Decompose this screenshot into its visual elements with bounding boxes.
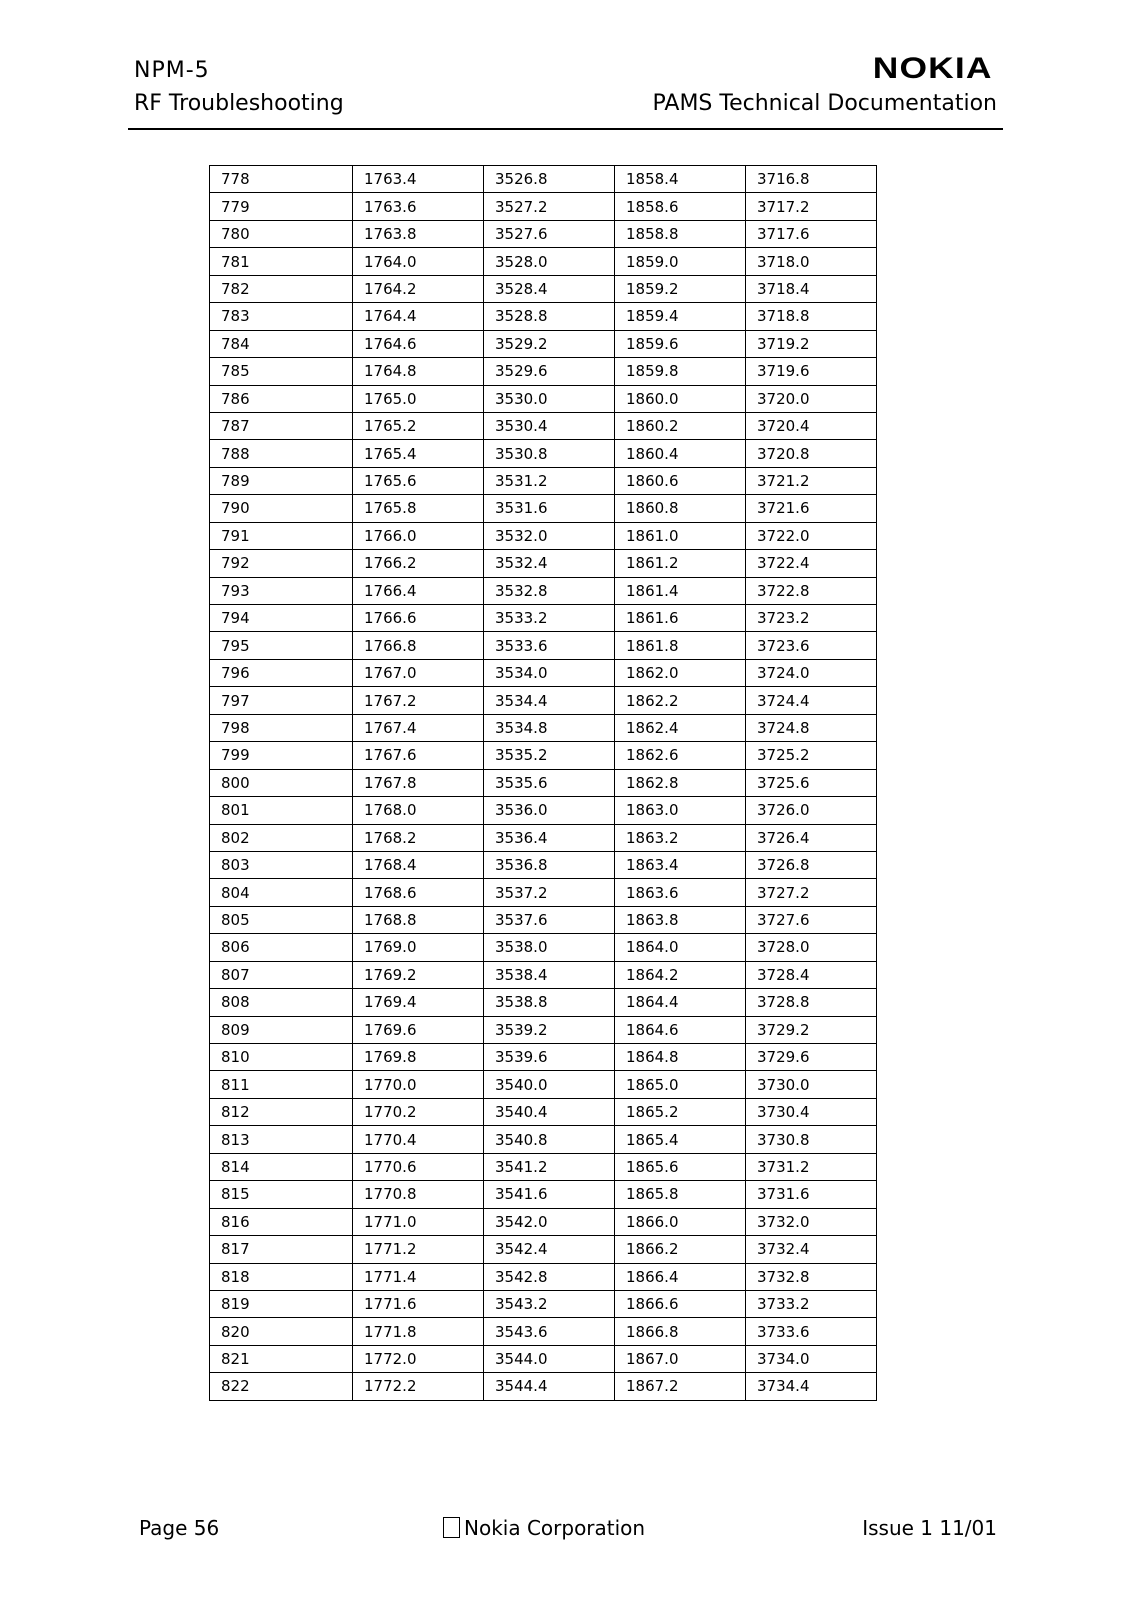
table-cell: 1766.4 (353, 577, 484, 604)
table-cell: 1863.8 (615, 906, 746, 933)
table-row (210, 275, 877, 302)
table-cell: 1860.2 (615, 412, 746, 439)
table-cell: 3731.2 (746, 1153, 877, 1180)
table-cell: 3719.6 (746, 358, 877, 385)
table-cell: 3723.6 (746, 632, 877, 659)
table-cell: 3532.0 (484, 522, 615, 549)
table-cell: 3726.8 (746, 851, 877, 878)
table-row (210, 769, 877, 796)
table-cell: 802 (210, 824, 353, 851)
table-row (210, 687, 877, 714)
table-cell: 3543.6 (484, 1318, 615, 1345)
table-cell: 1863.4 (615, 851, 746, 878)
table-cell: 1767.6 (353, 742, 484, 769)
table-cell: 3727.6 (746, 906, 877, 933)
copyright-icon (443, 1517, 460, 1538)
table-cell: 1771.0 (353, 1208, 484, 1235)
table-row (210, 385, 877, 412)
table-cell: 1766.6 (353, 605, 484, 632)
table-row (210, 989, 877, 1016)
table-cell: 1858.8 (615, 220, 746, 247)
table-cell: 1859.8 (615, 358, 746, 385)
table-cell: 1768.2 (353, 824, 484, 851)
table-cell: 1858.6 (615, 193, 746, 220)
table-row (210, 632, 877, 659)
table-cell: 1859.6 (615, 330, 746, 357)
table-cell: 1862.6 (615, 742, 746, 769)
table-cell: 1769.6 (353, 1016, 484, 1043)
table-row (210, 1373, 877, 1400)
table-cell: 3733.6 (746, 1318, 877, 1345)
table-cell: 792 (210, 550, 353, 577)
table-cell: 1765.8 (353, 495, 484, 522)
table-cell: 3732.0 (746, 1208, 877, 1235)
table-cell: 1866.0 (615, 1208, 746, 1235)
table-cell: 1764.4 (353, 303, 484, 330)
table-cell: 3718.4 (746, 275, 877, 302)
table-cell: 811 (210, 1071, 353, 1098)
table-cell: 3530.0 (484, 385, 615, 412)
table-row (210, 1208, 877, 1235)
table-cell: 1768.8 (353, 906, 484, 933)
table-cell: 785 (210, 358, 353, 385)
table-cell: 1771.8 (353, 1318, 484, 1345)
table-cell: 1772.0 (353, 1345, 484, 1372)
table-row (210, 522, 877, 549)
table-cell: 786 (210, 385, 353, 412)
table-cell: 3535.2 (484, 742, 615, 769)
table-cell: 3733.2 (746, 1290, 877, 1317)
table-cell: 1764.6 (353, 330, 484, 357)
table-cell: 1767.8 (353, 769, 484, 796)
table-row (210, 605, 877, 632)
table-cell: 3531.2 (484, 467, 615, 494)
table-row (210, 879, 877, 906)
table-cell: 3526.8 (484, 166, 615, 193)
table-cell: 798 (210, 714, 353, 741)
table-cell: 813 (210, 1126, 353, 1153)
table-cell: 3721.6 (746, 495, 877, 522)
table-row (210, 440, 877, 467)
table-cell: 1763.6 (353, 193, 484, 220)
table-row (210, 412, 877, 439)
table-cell: 1858.4 (615, 166, 746, 193)
table-cell: 784 (210, 330, 353, 357)
table-cell: 1765.4 (353, 440, 484, 467)
table-cell: 3537.6 (484, 906, 615, 933)
table-cell: 3720.8 (746, 440, 877, 467)
table-cell: 3724.8 (746, 714, 877, 741)
table-row (210, 248, 877, 275)
table-cell: 3732.4 (746, 1236, 877, 1263)
table-cell: 780 (210, 220, 353, 247)
table-cell: 1770.6 (353, 1153, 484, 1180)
table-cell: 1865.4 (615, 1126, 746, 1153)
table-row (210, 358, 877, 385)
table-cell: 3532.4 (484, 550, 615, 577)
table-cell: 818 (210, 1263, 353, 1290)
table-cell: 3536.8 (484, 851, 615, 878)
table-cell: 3723.2 (746, 605, 877, 632)
table-row (210, 495, 877, 522)
table-cell: 1763.4 (353, 166, 484, 193)
table-cell: 1765.0 (353, 385, 484, 412)
table-row (210, 742, 877, 769)
table-cell: 1866.2 (615, 1236, 746, 1263)
table-cell: 3734.4 (746, 1373, 877, 1400)
table-cell: 1866.4 (615, 1263, 746, 1290)
table-body (210, 166, 877, 1401)
table-cell: 1863.0 (615, 797, 746, 824)
table-cell: 3540.8 (484, 1126, 615, 1153)
table-cell: 1860.6 (615, 467, 746, 494)
table-cell: 3724.0 (746, 659, 877, 686)
table-cell: 3530.8 (484, 440, 615, 467)
table-cell: 809 (210, 1016, 353, 1043)
table-cell: 1767.2 (353, 687, 484, 714)
table-cell: 1865.8 (615, 1181, 746, 1208)
table-cell: 1768.6 (353, 879, 484, 906)
table-cell: 3730.4 (746, 1098, 877, 1125)
nokia-logo: NOKIA (873, 52, 993, 85)
table-cell: 782 (210, 275, 353, 302)
table-cell: 3541.6 (484, 1181, 615, 1208)
table-cell: 791 (210, 522, 353, 549)
table-cell: 3725.6 (746, 769, 877, 796)
table-cell: 3730.0 (746, 1071, 877, 1098)
table-cell: 3528.0 (484, 248, 615, 275)
table-cell: 808 (210, 989, 353, 1016)
table-cell: 1865.6 (615, 1153, 746, 1180)
doc-code: NPM-5 (134, 58, 210, 83)
table-cell: 3531.6 (484, 495, 615, 522)
table-cell: 3722.0 (746, 522, 877, 549)
table-cell: 1862.4 (615, 714, 746, 741)
table-cell: 3734.0 (746, 1345, 877, 1372)
table-row (210, 714, 877, 741)
table-cell: 783 (210, 303, 353, 330)
table-cell: 1867.2 (615, 1373, 746, 1400)
table-cell: 3728.8 (746, 989, 877, 1016)
table-cell: 3728.0 (746, 934, 877, 961)
table-row (210, 824, 877, 851)
table-cell: 1766.8 (353, 632, 484, 659)
table-row (210, 166, 877, 193)
table-row (210, 193, 877, 220)
table-cell: 3732.8 (746, 1263, 877, 1290)
table-cell: 1765.6 (353, 467, 484, 494)
table-cell: 821 (210, 1345, 353, 1372)
table-cell: 1767.4 (353, 714, 484, 741)
table-row (210, 577, 877, 604)
table-cell: 1863.6 (615, 879, 746, 906)
table-cell: 1768.4 (353, 851, 484, 878)
table-cell: 795 (210, 632, 353, 659)
table-cell: 3529.6 (484, 358, 615, 385)
table-cell: 801 (210, 797, 353, 824)
table-cell: 3718.8 (746, 303, 877, 330)
table-cell: 3535.6 (484, 769, 615, 796)
table-row (210, 1263, 877, 1290)
table-cell: 1764.0 (353, 248, 484, 275)
table-cell: 804 (210, 879, 353, 906)
table-cell: 3528.8 (484, 303, 615, 330)
doc-series-title: PAMS Technical Documentation (652, 91, 997, 116)
table-cell: 1769.2 (353, 961, 484, 988)
table-cell: 799 (210, 742, 353, 769)
table-cell: 819 (210, 1290, 353, 1317)
table-cell: 1861.4 (615, 577, 746, 604)
table-cell: 1771.4 (353, 1263, 484, 1290)
table-row (210, 220, 877, 247)
table-cell: 3536.0 (484, 797, 615, 824)
table-cell: 806 (210, 934, 353, 961)
table-cell: 803 (210, 851, 353, 878)
table-row (210, 934, 877, 961)
table-cell: 1766.0 (353, 522, 484, 549)
table-cell: 3534.0 (484, 659, 615, 686)
table-cell: 3717.6 (746, 220, 877, 247)
table-cell: 1770.8 (353, 1181, 484, 1208)
table-row (210, 961, 877, 988)
table-cell: 1765.2 (353, 412, 484, 439)
table-cell: 1867.0 (615, 1345, 746, 1372)
table-cell: 793 (210, 577, 353, 604)
table-cell: 3530.4 (484, 412, 615, 439)
table-cell: 794 (210, 605, 353, 632)
copyright-text: Nokia Corporation (464, 1516, 646, 1540)
table-cell: 3538.0 (484, 934, 615, 961)
table-cell: 812 (210, 1098, 353, 1125)
table-cell: 796 (210, 659, 353, 686)
page-number: Page 56 (139, 1516, 220, 1540)
table-cell: 3729.6 (746, 1044, 877, 1071)
table-cell: 1862.2 (615, 687, 746, 714)
table-cell: 1770.4 (353, 1126, 484, 1153)
table-cell: 1864.8 (615, 1044, 746, 1071)
channel-frequency-table (209, 165, 877, 1401)
table-cell: 1861.6 (615, 605, 746, 632)
table-cell: 815 (210, 1181, 353, 1208)
table-cell: 3720.4 (746, 412, 877, 439)
header-rule (128, 128, 1003, 130)
table-cell: 3534.4 (484, 687, 615, 714)
table-cell: 1864.6 (615, 1016, 746, 1043)
table-cell: 1866.6 (615, 1290, 746, 1317)
table-cell: 3544.0 (484, 1345, 615, 1372)
table-cell: 3726.0 (746, 797, 877, 824)
table-cell: 1764.8 (353, 358, 484, 385)
table-cell: 822 (210, 1373, 353, 1400)
table-cell: 816 (210, 1208, 353, 1235)
table-cell: 1771.6 (353, 1290, 484, 1317)
table-row (210, 1181, 877, 1208)
table-cell: 3538.4 (484, 961, 615, 988)
table-row (210, 330, 877, 357)
table-cell: 1769.0 (353, 934, 484, 961)
table-cell: 1772.2 (353, 1373, 484, 1400)
table-cell: 3542.4 (484, 1236, 615, 1263)
table-cell: 1766.2 (353, 550, 484, 577)
table-cell: 800 (210, 769, 353, 796)
table-cell: 3540.4 (484, 1098, 615, 1125)
table-cell: 810 (210, 1044, 353, 1071)
table-cell: 3720.0 (746, 385, 877, 412)
table-cell: 1769.4 (353, 989, 484, 1016)
table-row (210, 797, 877, 824)
table-cell: 790 (210, 495, 353, 522)
table-cell: 3538.8 (484, 989, 615, 1016)
table-cell: 3536.4 (484, 824, 615, 851)
table-cell: 3532.8 (484, 577, 615, 604)
table-cell: 1763.8 (353, 220, 484, 247)
table-cell: 1770.0 (353, 1071, 484, 1098)
table-cell: 787 (210, 412, 353, 439)
table-cell: 1859.0 (615, 248, 746, 275)
table-cell: 3722.8 (746, 577, 877, 604)
table-cell: 1861.2 (615, 550, 746, 577)
table-cell: 3716.8 (746, 166, 877, 193)
table-row (210, 1126, 877, 1153)
table-cell: 817 (210, 1236, 353, 1263)
table-row (210, 906, 877, 933)
table-cell: 814 (210, 1153, 353, 1180)
table-cell: 1861.8 (615, 632, 746, 659)
table-cell: 3534.8 (484, 714, 615, 741)
table-cell: 3718.0 (746, 248, 877, 275)
table-cell: 3540.0 (484, 1071, 615, 1098)
table-cell: 3731.6 (746, 1181, 877, 1208)
table-cell: 3544.4 (484, 1373, 615, 1400)
table-cell: 3529.2 (484, 330, 615, 357)
table-cell: 3537.2 (484, 879, 615, 906)
table-cell: 3722.4 (746, 550, 877, 577)
table-cell: 1860.8 (615, 495, 746, 522)
table-cell: 3527.2 (484, 193, 615, 220)
table-cell: 1865.2 (615, 1098, 746, 1125)
table-cell: 3543.2 (484, 1290, 615, 1317)
table-cell: 1770.2 (353, 1098, 484, 1125)
table-cell: 3726.4 (746, 824, 877, 851)
table-cell: 3542.8 (484, 1263, 615, 1290)
table-cell: 1862.8 (615, 769, 746, 796)
table-cell: 3533.2 (484, 605, 615, 632)
table-cell: 820 (210, 1318, 353, 1345)
table-cell: 779 (210, 193, 353, 220)
table-cell: 1769.8 (353, 1044, 484, 1071)
table-cell: 1767.0 (353, 659, 484, 686)
table-row (210, 1016, 877, 1043)
table-cell: 1860.0 (615, 385, 746, 412)
table-cell: 3539.6 (484, 1044, 615, 1071)
table-row (210, 303, 877, 330)
table-row (210, 1318, 877, 1345)
table-row (210, 550, 877, 577)
table-cell: 3717.2 (746, 193, 877, 220)
table-cell: 1863.2 (615, 824, 746, 851)
table-cell: 1864.0 (615, 934, 746, 961)
table-cell: 1771.2 (353, 1236, 484, 1263)
table-row (210, 467, 877, 494)
table-cell: 781 (210, 248, 353, 275)
table-cell: 3528.4 (484, 275, 615, 302)
table-row (210, 1098, 877, 1125)
table-cell: 807 (210, 961, 353, 988)
table-cell: 3724.4 (746, 687, 877, 714)
table-cell: 3719.2 (746, 330, 877, 357)
table-cell: 1859.2 (615, 275, 746, 302)
table-row (210, 1044, 877, 1071)
table-cell: 1865.0 (615, 1071, 746, 1098)
table-cell: 3542.0 (484, 1208, 615, 1235)
issue-info: Issue 1 11/01 (862, 1516, 997, 1540)
table-cell: 788 (210, 440, 353, 467)
table-cell: 1764.2 (353, 275, 484, 302)
table-row (210, 659, 877, 686)
table-cell: 3729.2 (746, 1016, 877, 1043)
table-cell: 1866.8 (615, 1318, 746, 1345)
table-cell: 1768.0 (353, 797, 484, 824)
section-title: RF Troubleshooting (134, 91, 344, 116)
table-cell: 1861.0 (615, 522, 746, 549)
table-row (210, 1345, 877, 1372)
table-cell: 778 (210, 166, 353, 193)
table-cell: 3541.2 (484, 1153, 615, 1180)
table-cell: 1864.2 (615, 961, 746, 988)
table-cell: 3527.6 (484, 220, 615, 247)
table-cell: 3721.2 (746, 467, 877, 494)
table-cell: 3727.2 (746, 879, 877, 906)
table-cell: 805 (210, 906, 353, 933)
table-row (210, 851, 877, 878)
table-cell: 3533.6 (484, 632, 615, 659)
table-cell: 3725.2 (746, 742, 877, 769)
table-row (210, 1236, 877, 1263)
table-row (210, 1071, 877, 1098)
table-cell: 1864.4 (615, 989, 746, 1016)
table-cell: 3728.4 (746, 961, 877, 988)
table-cell: 3730.8 (746, 1126, 877, 1153)
table-row (210, 1290, 877, 1317)
table-cell: 3539.2 (484, 1016, 615, 1043)
copyright-notice (443, 1516, 645, 1540)
table-cell: 1862.0 (615, 659, 746, 686)
table-row (210, 1153, 877, 1180)
table-cell: 1860.4 (615, 440, 746, 467)
table-cell: 1859.4 (615, 303, 746, 330)
table-cell: 797 (210, 687, 353, 714)
table-cell: 789 (210, 467, 353, 494)
